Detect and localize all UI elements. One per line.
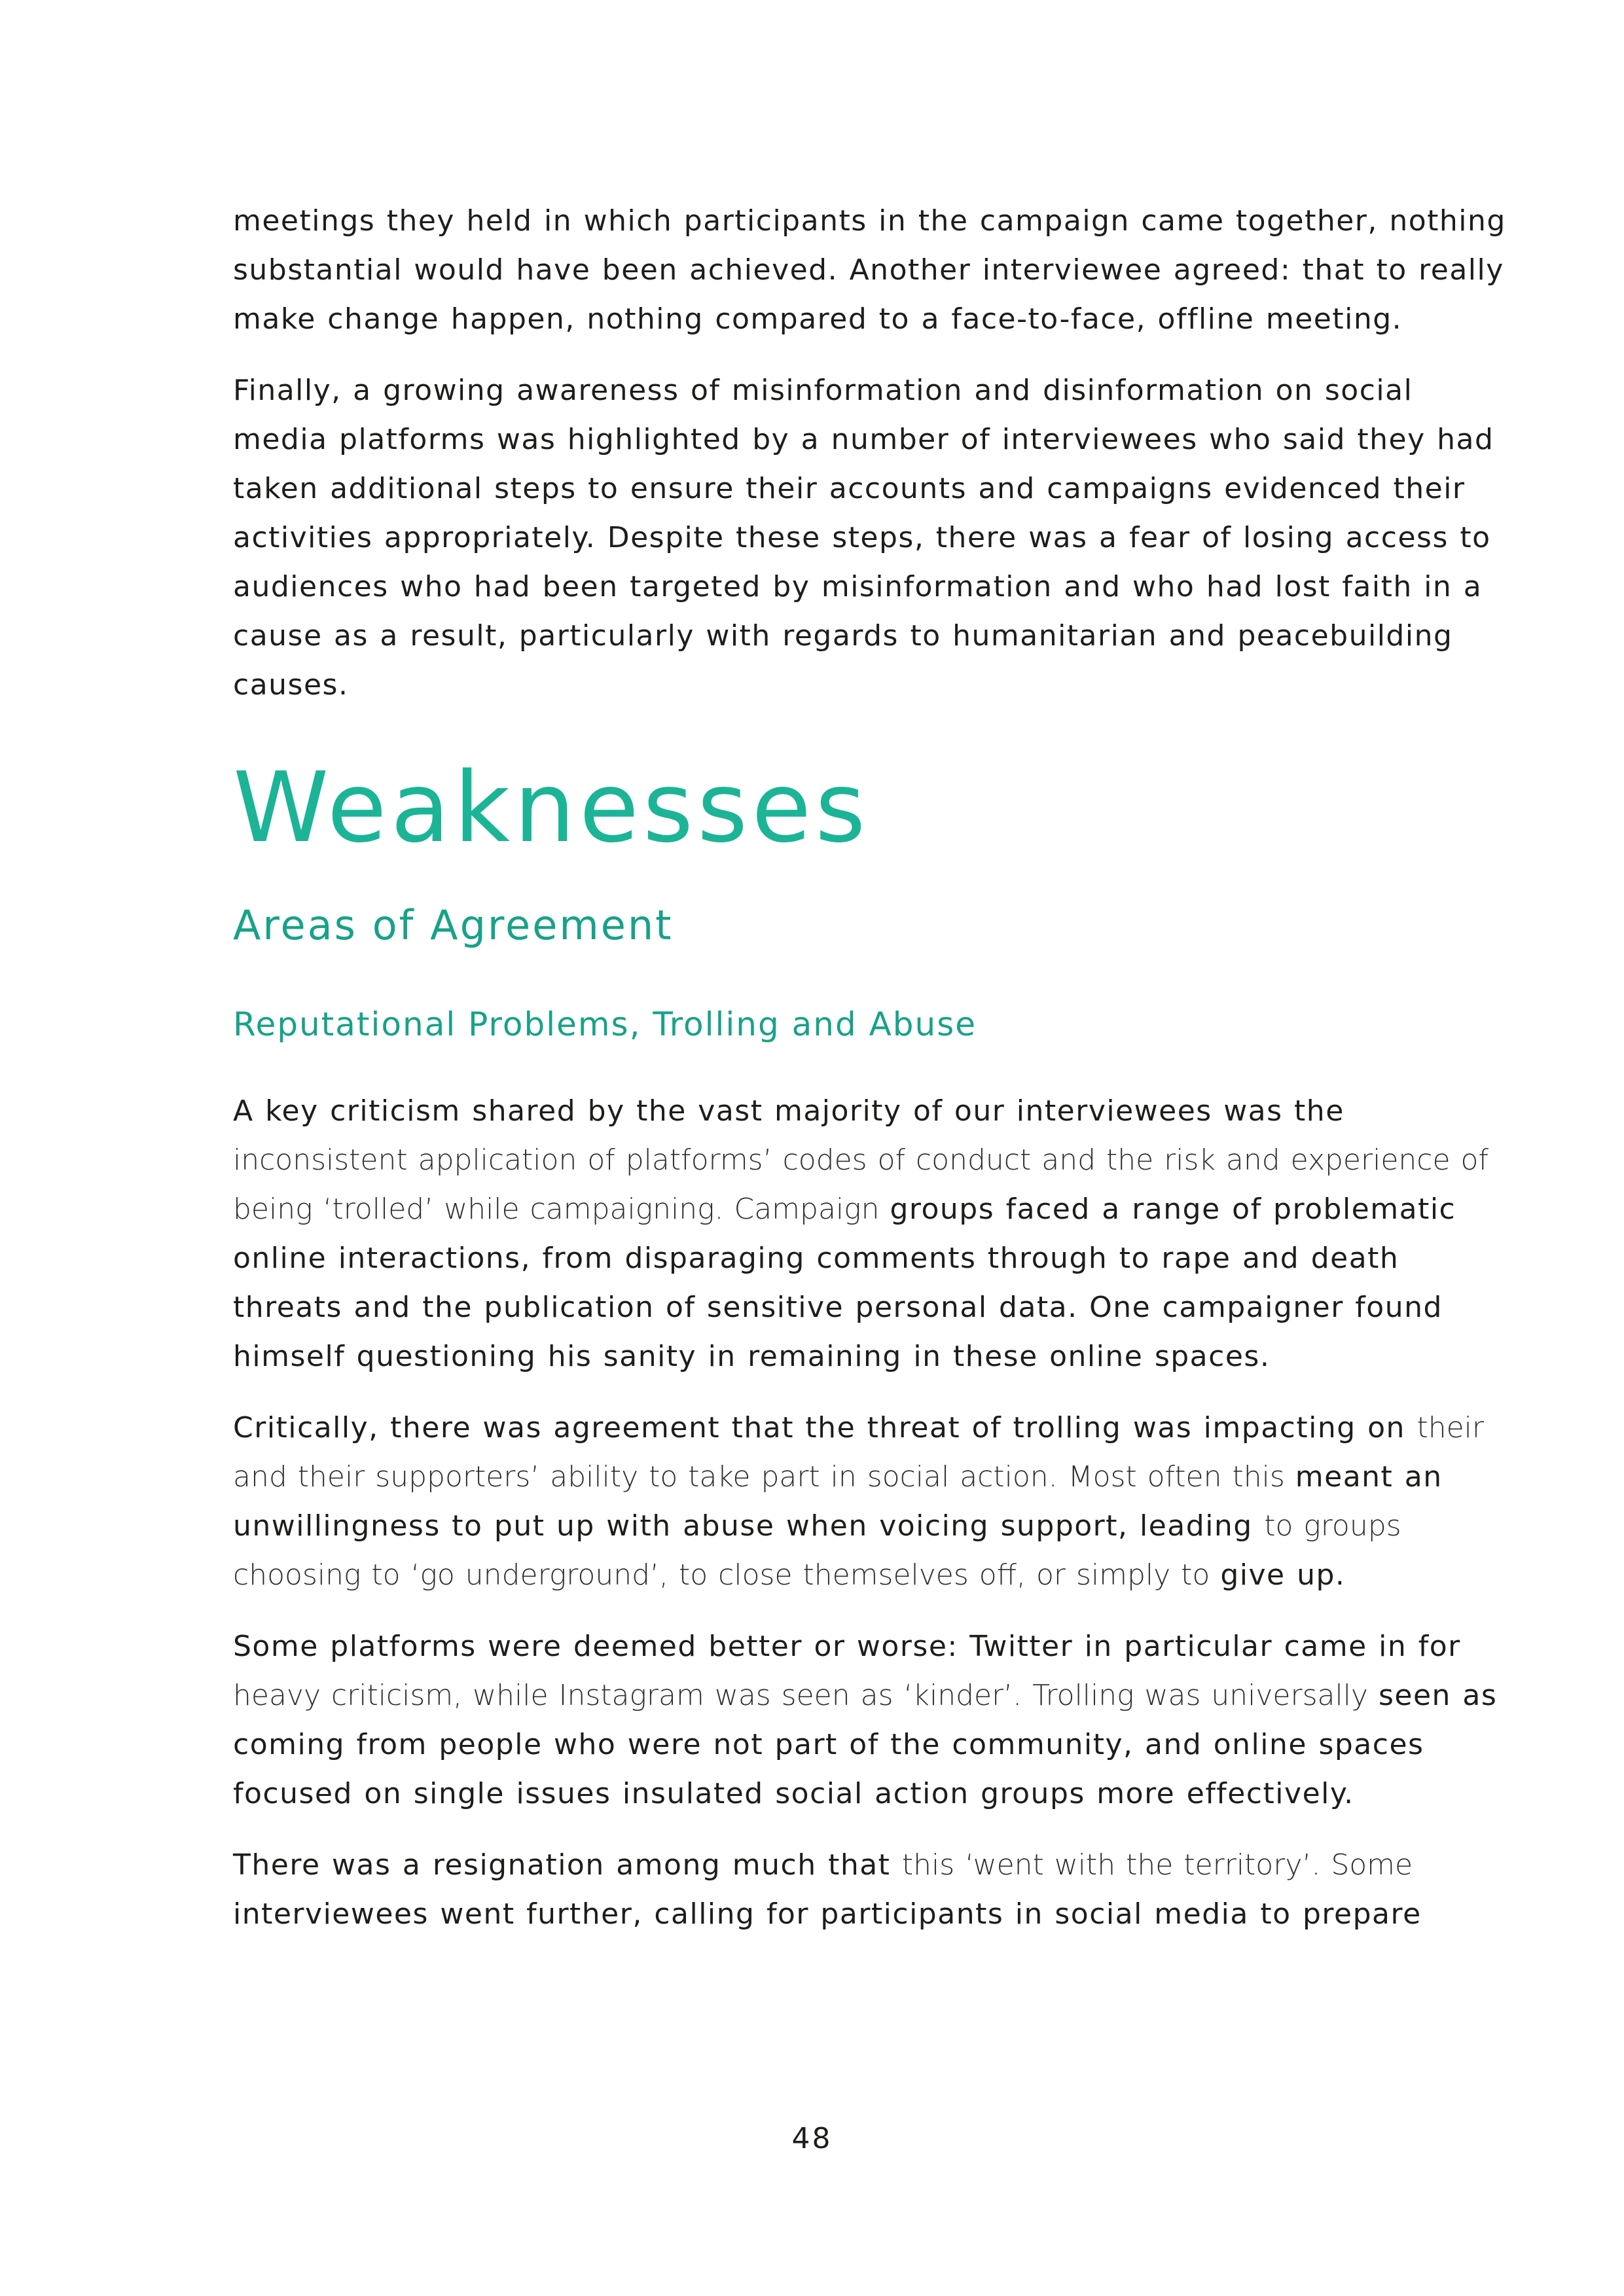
page-number: 48 bbox=[791, 2122, 833, 2155]
topic-heading: Reputational Problems, Trolling and Abuse bbox=[233, 1005, 977, 1043]
text-run: seen as coming from people who were not part of the community, and online spaces focused on single issues insulated social action groups more effectively. bbox=[233, 1679, 1498, 1810]
page-body bbox=[233, 196, 1516, 1961]
text-run-light: inconsistent application of platforms’ codes of conduct and the risk and experience of being ‘trolled’ while campaigning. Campaign bbox=[233, 1143, 1489, 1226]
text-run-light: this ‘went with the territory’. Some bbox=[901, 1848, 1413, 1882]
section-heading: Weaknesses bbox=[233, 751, 870, 864]
paragraph-meetings: meetings they held in which participants in the campaign came together, nothing substantial would have been achieved. Another interviewee agreed: that to really make change happen, nothing compared to a face-to-face, offline meeting. bbox=[233, 204, 1506, 336]
text-run: give up. bbox=[1220, 1558, 1346, 1592]
text-run: Critically, there was agreement that the threat of trolling was impacting on bbox=[233, 1411, 1417, 1444]
paragraph-trolling-threat bbox=[233, 1403, 1516, 1600]
text-run-light: their and their supporters’ ability to take part in social action. Most often this bbox=[233, 1411, 1484, 1494]
paragraph-platforms bbox=[233, 1622, 1516, 1818]
paragraph-resignation bbox=[233, 1840, 1516, 1939]
subsection-heading: Areas of Agreement bbox=[233, 901, 674, 949]
text-run: A key criticism shared by the vast majority of our interviewees was the bbox=[233, 1094, 1344, 1128]
text-run: meant an unwillingness to put up with abuse when voicing support, leading bbox=[233, 1460, 1443, 1543]
text-run: interviewees went further, calling for participants in social media to prepare bbox=[233, 1897, 1422, 1931]
text-run: Some platforms were deemed better or worse: Twitter in particular came in for bbox=[233, 1630, 1461, 1663]
text-run-light: to groups choosing to ‘go underground’, to close themselves off, or simply to bbox=[233, 1509, 1401, 1592]
text-run-light: heavy criticism, while Instagram was seen as ‘kinder’. Trolling was universally bbox=[233, 1679, 1379, 1712]
text-run: There was a resignation among much that bbox=[233, 1848, 902, 1882]
text-run: groups faced a range of problematic online interactions, from disparaging comments through to rape and death threats and the publication of sensitive personal data. One campaigner found himself questioning his sanity in remaining in these online spaces. bbox=[233, 1193, 1456, 1373]
paragraph-misinformation: Finally, a growing awareness of misinformation and disinformation on social media platforms was highlighted by a number of interviewees who said they had taken additional steps to ensure their accounts and campaigns evidenced their activities appropriately. Despite these steps, there was a fear of losing access to audiences who had been targeted by misinformation and who had lost faith in a cause as a result, particularly with regards to humanitarian and peacebuilding causes. bbox=[233, 374, 1494, 702]
paragraph-key-criticism bbox=[233, 1086, 1516, 1381]
